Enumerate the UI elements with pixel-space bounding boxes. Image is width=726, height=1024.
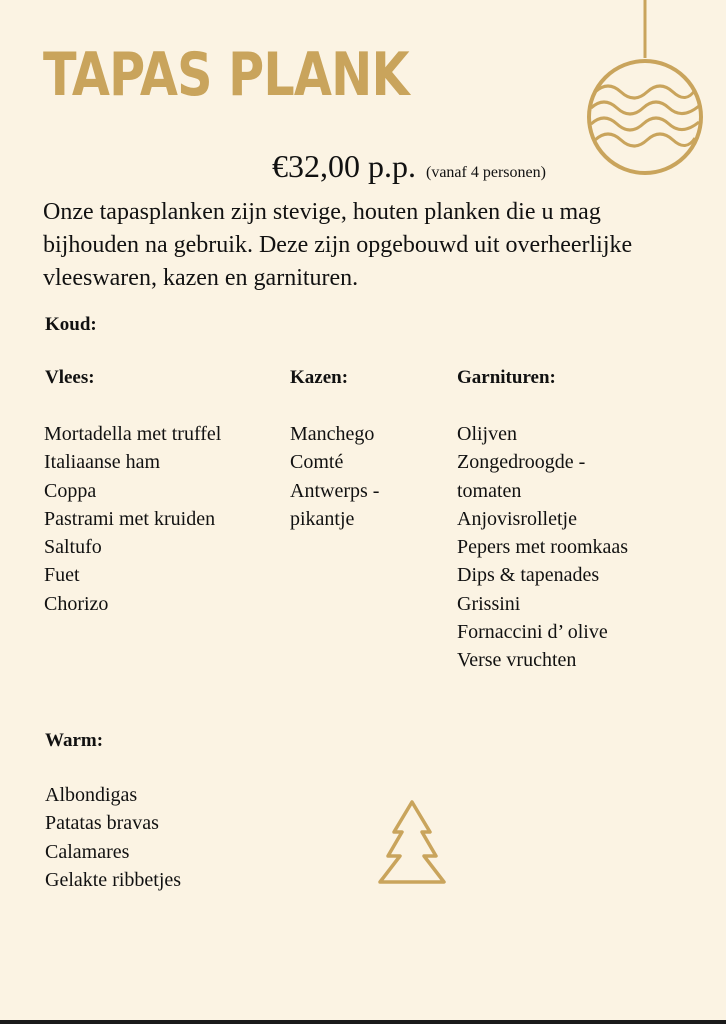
- kazen-heading: Kazen:: [290, 367, 349, 388]
- warm-list: [45, 781, 181, 894]
- list-item: Zongedroogde -: [457, 451, 586, 474]
- garnituren-heading: Garnituren:: [457, 367, 556, 388]
- list-item: Fuet: [44, 564, 80, 587]
- list-item: Grissini: [457, 592, 521, 615]
- list-item: Chorizo: [44, 592, 109, 615]
- list-item: tomaten: [457, 479, 522, 502]
- list-item: Anjovisrolletje: [457, 507, 577, 530]
- vlees-list: [44, 420, 221, 618]
- list-item: Pastrami met kruiden: [44, 507, 216, 530]
- garnituren-list: [457, 420, 628, 675]
- price-note: (vanaf 4 personen): [426, 164, 546, 181]
- christmas-ornament-icon: [585, 0, 705, 180]
- list-item: Patatas bravas: [45, 812, 159, 835]
- bottom-edge: [0, 1020, 726, 1024]
- list-item: Olijven: [457, 423, 517, 445]
- intro-text: Onze tapasplanken zijn stevige, houten planken die u mag bijhouden na gebruik. Deze zijn opgebouwd uit overheerlijke vleeswaren, kazen en garnituren.: [43, 199, 633, 291]
- list-item: pikantje: [290, 507, 355, 530]
- christmas-tree-icon: [376, 798, 448, 886]
- list-item: Verse vruchten: [457, 649, 577, 672]
- kazen-list: [290, 420, 379, 533]
- koud-heading: Koud:: [45, 314, 97, 335]
- list-item: Dips & tapenades: [457, 564, 600, 587]
- list-item: Fornaccini d’ olive: [457, 621, 608, 644]
- list-item: Coppa: [44, 479, 97, 502]
- warm-heading: Warm:: [45, 730, 104, 751]
- list-item: Pepers met roomkaas: [457, 536, 629, 559]
- list-item: Italiaanse ham: [44, 451, 161, 474]
- price-line: [272, 148, 546, 185]
- list-item: Mortadella met truffel: [44, 423, 222, 445]
- page-title: TAPAS PLANK: [43, 40, 409, 110]
- list-item: Albondigas: [45, 784, 138, 806]
- list-item: Comté: [290, 451, 344, 474]
- list-item: Saltufo: [44, 536, 102, 559]
- list-item: Antwerps -: [290, 479, 380, 502]
- list-item: Manchego: [290, 423, 375, 445]
- list-item: Calamares: [45, 840, 130, 863]
- list-item: Gelakte ribbetjes: [45, 868, 182, 891]
- price: €32,00 p.p.: [272, 148, 416, 184]
- vlees-heading: Vlees:: [45, 367, 95, 388]
